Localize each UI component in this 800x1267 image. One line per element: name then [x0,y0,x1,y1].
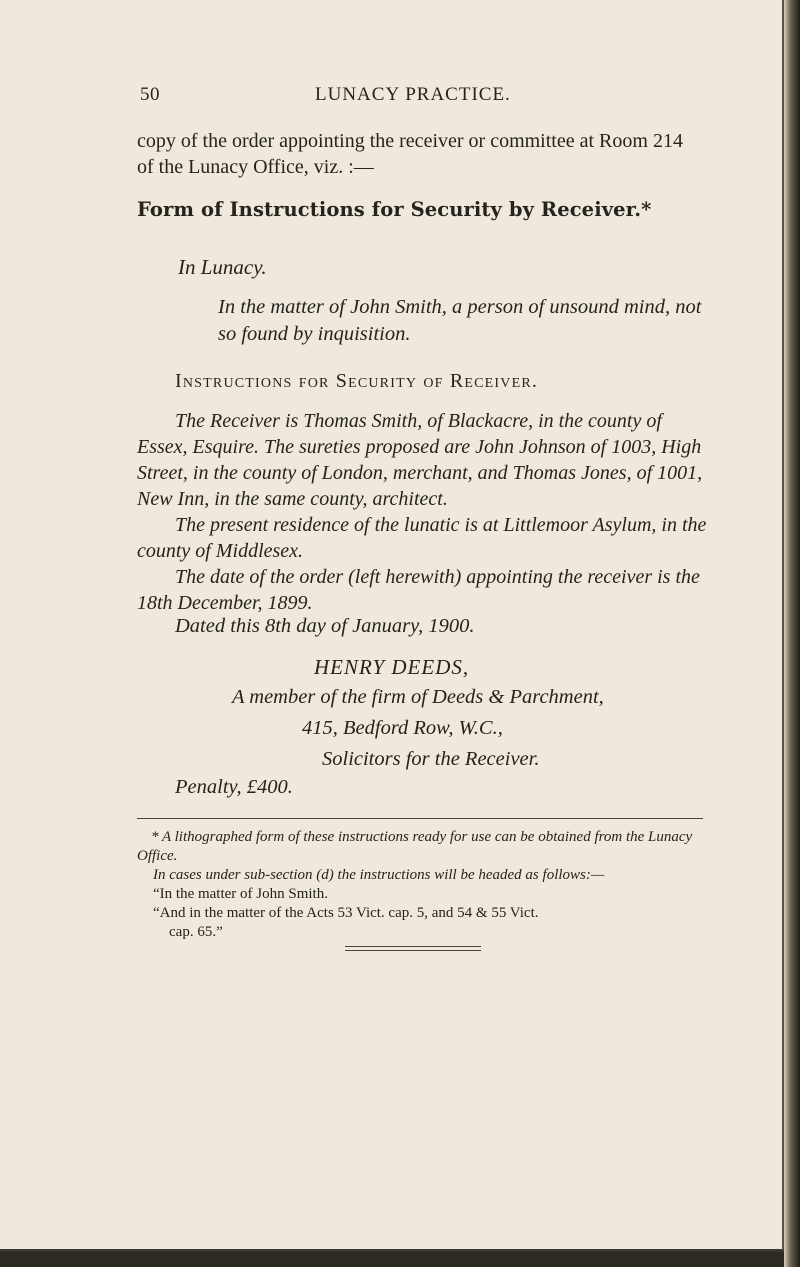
paragraph-residence: The present residence of the lunatic is at Littlemoor Asylum, in the county of Middlesex. [137,514,707,562]
matter-line: In the matter of John Smith, a person of unsound mind, not so found by inquisition. [218,296,702,345]
footnote-line-5: cap. 65.” [169,924,223,940]
page-number: 50 [140,84,160,105]
paragraph-receiver: The Receiver is Thomas Smith, of Blackacre, in the county of Essex, Esquire. The sureties proposed are John Johnson of 1003, High Street, in the county of London, merchant, and Thomas Jones, of 1001, New Inn, in the same county, architect. [137,410,703,510]
end-rule [345,946,481,947]
dated-line: Dated this 8th day of January, 1900. [175,615,475,637]
in-lunacy-heading: In Lunacy. [178,255,267,279]
footnote-line-4: “And in the matter of the Acts 53 Vict. cap. 5, and 54 & 55 Vict. [153,905,539,921]
signature-firm: A member of the firm of Deeds & Parchment, [232,686,604,708]
running-title: LUNACY PRACTICE. [315,84,511,105]
signature-role: Solicitors for the Receiver. [322,748,540,770]
signature-name: HENRY DEEDS, [314,655,470,679]
intro-paragraph: copy of the order appointing the receiver or committee at Room 214 of the Lunacy Office, viz. :— [137,130,683,178]
end-rule [345,950,481,951]
signature-address: 415, Bedford Row, W.C., [302,717,503,739]
form-heading: Form of Instructions for Security by Receiver.* [137,198,652,221]
footnote [137,828,707,942]
footnote-line-1: * A lithographed form of these instructions ready for use can be obtained from the Lunacy Office. [137,829,693,864]
book-edge [784,0,800,1267]
footnote-divider [137,818,703,819]
footnote-line-3: “In the matter of John Smith. [153,886,328,902]
paragraph-order-date: The date of the order (left herewith) appointing the receiver is the 18th December, 1899. [137,566,700,614]
instructions-heading: Instructions for Security of Receiver. [175,370,539,392]
footnote-line-2: In cases under sub-section (d) the instructions will be headed as follows:— [153,867,605,883]
penalty-line: Penalty, £400. [175,776,293,798]
instructions-body [137,408,707,616]
